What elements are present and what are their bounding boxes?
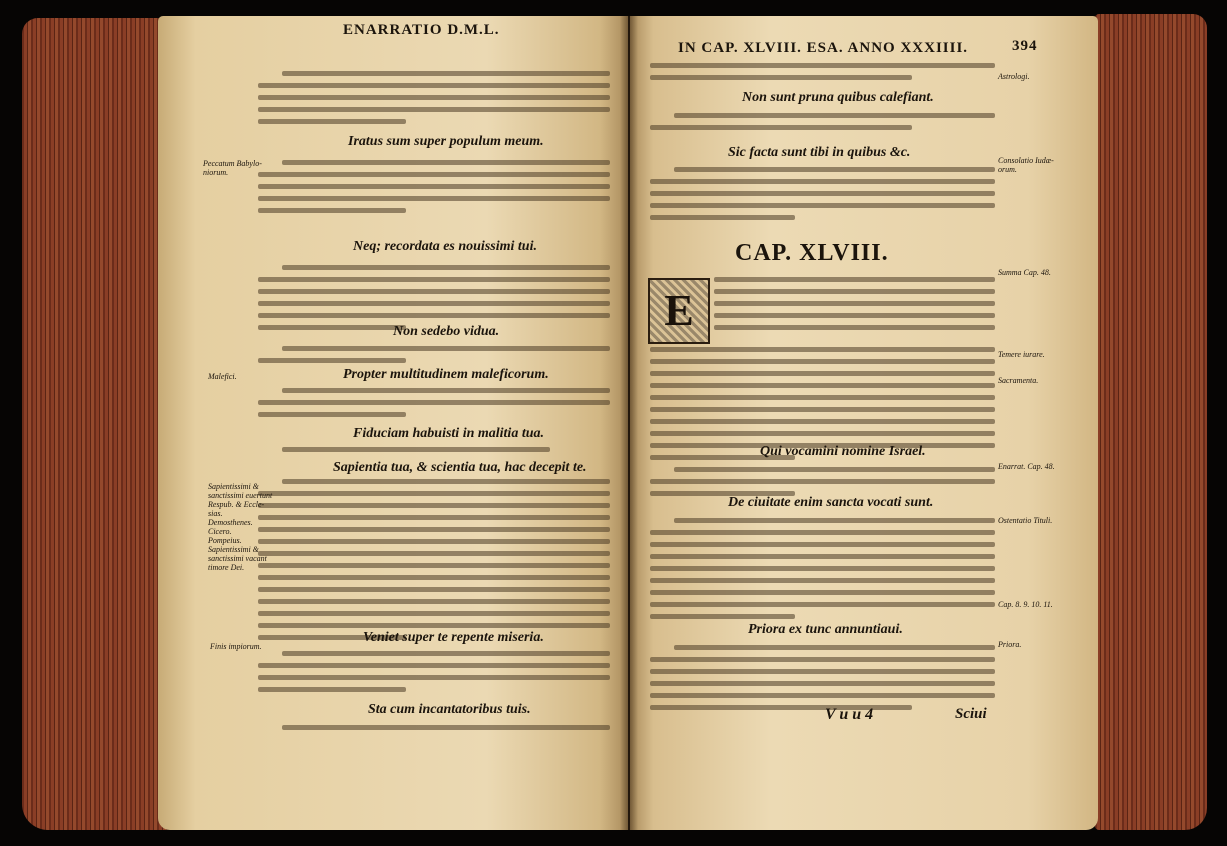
signature-mark: V u u 4 <box>825 706 874 723</box>
margin-note: Cap. 8. 9. 10. 11. <box>998 600 1053 609</box>
margin-note: Priora. <box>998 640 1022 649</box>
chapter-heading: CAP. XLVIII. <box>735 240 889 266</box>
section-heading: Neq; recordata es nouissimi tui. <box>353 239 537 254</box>
text-block <box>650 106 995 135</box>
margin-note: Summa Cap. 48. <box>998 268 1051 277</box>
margin-note: Enarrat. Cap. 48. <box>998 462 1055 471</box>
text-block <box>258 718 610 735</box>
text-block <box>258 644 610 697</box>
text-block <box>258 472 610 645</box>
text-block <box>258 64 610 129</box>
section-heading: Priora ex tunc annuntiaui. <box>748 622 903 637</box>
text-block <box>650 511 995 624</box>
running-head: ENARRATIO D.M.L. <box>343 22 500 38</box>
margin-note: Temere iurare. <box>998 350 1045 359</box>
page-number: 394 <box>1012 38 1038 54</box>
section-heading: Propter multitudinem maleficorum. <box>343 367 549 382</box>
margin-note: Consolatio Iudæ- orum. <box>998 156 1054 174</box>
text-block <box>650 160 995 225</box>
text-block <box>650 638 995 715</box>
margin-note: Finis impiorum. <box>210 642 262 651</box>
right-page-edges <box>1095 14 1207 830</box>
decorated-initial <box>648 278 710 344</box>
text-block <box>258 339 610 368</box>
margin-note: Peccatum Babylo- niorum. <box>203 159 262 177</box>
catchword: Sciui <box>955 706 987 722</box>
text-block <box>258 440 610 457</box>
text-block <box>258 153 610 218</box>
left-page-edges <box>22 18 170 830</box>
margin-note: Malefici. <box>208 372 237 381</box>
section-heading: Sapientia tua, & scientia tua, hac decepit te. <box>333 460 587 475</box>
section-heading: Sic facta sunt tibi in quibus &c. <box>728 145 911 160</box>
section-heading: Sta cum incantatoribus tuis. <box>368 702 531 717</box>
margin-note: Sacramenta. <box>998 376 1039 385</box>
section-heading: Veniet super te repente miseria. <box>363 630 544 645</box>
text-block <box>650 56 995 85</box>
section-heading: De ciuitate enim sancta vocati sunt. <box>728 495 934 510</box>
section-heading: Fiduciam habuisti in malitia tua. <box>353 426 544 441</box>
section-heading: Qui vocamini nomine Israel. <box>760 444 926 459</box>
left-page <box>158 16 628 830</box>
section-heading: Non sunt pruna quibus calefiant. <box>742 90 934 105</box>
section-heading: Iratus sum super populum meum. <box>348 134 544 149</box>
right-page <box>630 16 1098 830</box>
section-heading: Non sedebo vidua. <box>393 324 500 339</box>
text-block <box>714 270 995 335</box>
initial-letter: E <box>650 280 708 342</box>
margin-note: Ostentatio Tituli. <box>998 516 1053 525</box>
margin-note: Sapientissimi & sanctissimi euertunt Respub. & Eccle- sias. Demosthenes. Cicero. Pompeius. Sapientissimi & sanctissimi vacant timore Dei. <box>208 482 273 572</box>
running-head: IN CAP. XLVIII. ESA. ANNO XXXIIII. <box>678 40 969 56</box>
book-gutter <box>620 16 638 830</box>
margin-note: Astrologi. <box>998 72 1030 81</box>
text-block <box>258 381 610 422</box>
